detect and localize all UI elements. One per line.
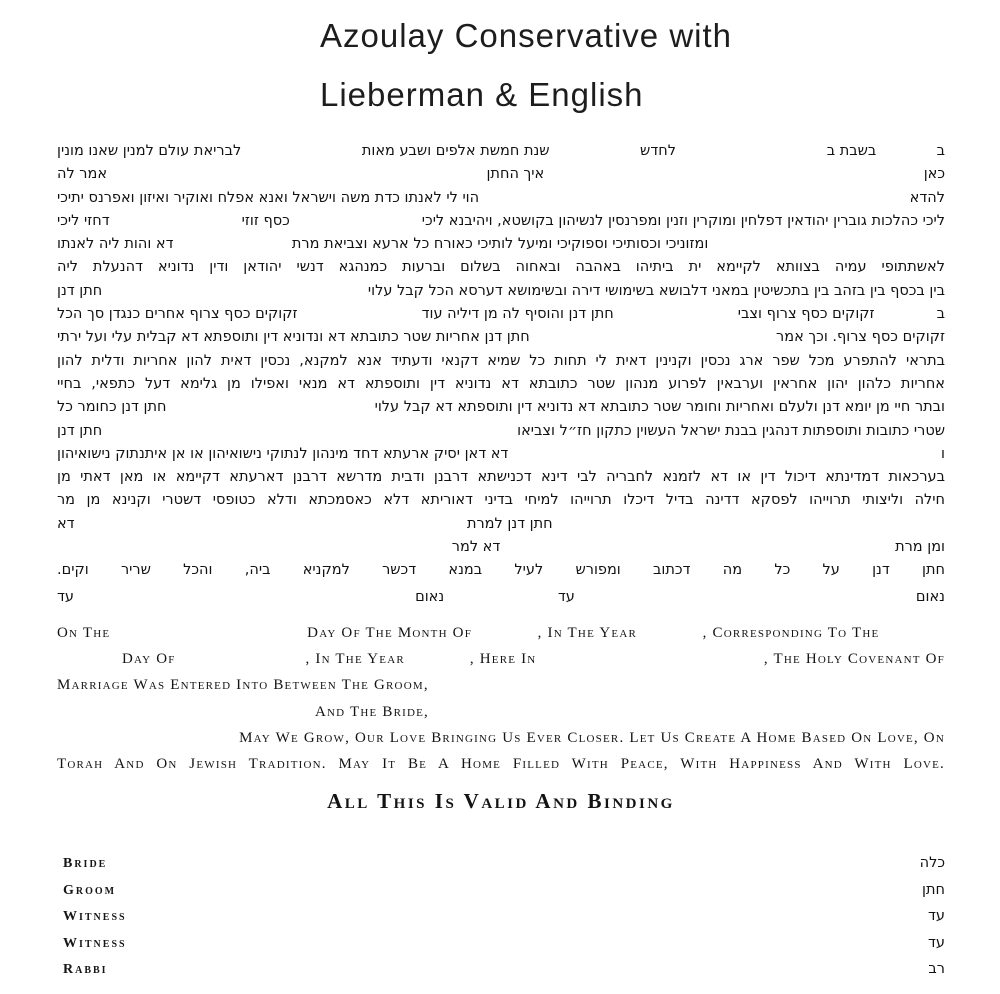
signature-label-hebrew: עד [928,908,945,925]
text-segment: , Here In [469,651,537,668]
text-line [57,672,945,698]
text-segment: Marriage Was Entered Into Between The Groom, [57,677,429,694]
document-title [320,6,945,124]
text-line: לאשתתופי עמיה בצוותא לקיימא ית ביתיהו באהבה ובאחוה בשלום וברעות כמנהגא דנשי יהודאן ודין נדוניא דהנעלת ליה [57,259,945,276]
text-segment: הוי לי לאנתו כדת משה וישראל ואנא אפלח ואוקיר ואיזון ואפרנס יתיכי [57,189,480,206]
text-segment: ומזוניכי וכסותיכי וספוקיכי ומיעל לותיכי כאורח כל ארעא וצביאת מרת [291,236,709,253]
signature-label: Witness [63,909,127,925]
text-segment: כאן [923,166,945,183]
signature-row-bride [57,850,945,877]
text-line: בערכאות דמדינתא דיכול דין או דא לזמנא לחבריה לבי דינא דכנישתא דרבנן ודבית מדרשא דרבנן דארעתא דקיימא או מאן דאתי מן [57,469,945,486]
text-line [57,326,945,349]
text-segment: עד [57,588,74,605]
text-segment: דחזי ליכי [56,212,110,229]
text-segment: ליכי כהלכות גוברין יהודאין דפלחין ומוקרין וזנין ומפרנסין לנשיהון בקושטא, ויהיבנא ליכי [421,212,945,229]
text-segment: נאום [415,588,445,605]
text-segment: May We Grow, Our Love Bringing Us Ever Closer. Let Us Create A Home Based On Love, On [239,729,945,746]
text-segment: חתן דנן כחומר כל [57,399,167,416]
text-segment: חתן דנן [57,422,103,439]
text-line [57,280,945,303]
title-line-1: Azoulay Conservative with [320,17,733,54]
signature-label: Bride [63,856,108,872]
text-segment: ב [936,306,945,323]
text-segment: ובתר חיי מן יומא דנן ולעלם ואחריות וחומר שטר כתובתא דא נדוניא דין ותוספתא דא קבל עלוי [374,399,945,416]
english-text-block [57,620,945,777]
signature-row-groom [57,877,945,904]
text-segment: חתן דנן [57,282,103,299]
text-segment: , The Holy Covenant Of [763,651,945,668]
signature-label-hebrew: כלה [919,855,945,872]
signature-label-hebrew: חתן [922,881,945,898]
text-segment: , Corresponding To The [702,624,880,641]
text-segment: Day Of The Month Of [307,624,473,641]
validity-heading: All This Is Valid And Binding [327,789,675,814]
title-line-2: Lieberman & English [320,76,644,113]
text-line [57,443,945,466]
text-line [57,140,945,163]
text-line [57,536,945,559]
signature-block [57,850,945,983]
text-segment: בשבת ב [826,143,877,159]
text-line [57,586,945,609]
text-segment: חתן דנן אחריות שטר כתובתא דא ונדוניא דין ותוספתא דא קבלית עלי ועל ירתי [57,329,530,346]
text-line: אחריות כלהון יהון אחראין וערבאין לפרוע מנהון שטר כתובתא דא נדוניא דין ותוספתא דא מנאי ואפילו מן גלימא דעל כתפאי, בחיי [57,375,945,392]
text-line [57,420,945,443]
text-line [57,725,945,751]
text-line: Torah And On Jewish Tradition. May It Be A Home Filled With Peace, With Happiness And With Love. [57,755,945,772]
text-segment: כסף זוזי [241,212,290,229]
text-segment: נאום [915,588,945,605]
text-segment: שטרי כתובות ותוספתות דנהגין בבנת ישראל העשוין כתקון חז״ל וצביאו [517,422,945,439]
text-segment: , In The Year [305,651,405,668]
text-segment: דא למר [451,539,501,556]
signature-row-rabbi [57,956,945,983]
text-line [57,646,945,672]
text-segment: לבריאת עולם למנין שאנו מונין [57,143,242,159]
text-line [57,699,945,725]
text-segment: עד [557,588,575,605]
text-segment: Day Of [121,651,176,668]
text-segment: שנת חמשת אלפים ושבע מאות [361,143,550,159]
signature-row-witness [57,930,945,957]
text-segment: לחדש [640,143,676,159]
text-line [57,303,945,326]
text-segment: דא [56,515,75,532]
text-segment: להדא [909,189,945,206]
text-line [57,210,945,233]
signature-label: Rabbi [63,962,108,978]
text-segment: ב [936,143,945,159]
signature-label-hebrew: רב [928,961,945,978]
text-line [57,187,945,210]
text-segment: And The Bride, [315,703,429,720]
text-segment: , In The Year [537,624,638,641]
text-line: בתראי להתפרע מכל שפר ארג נכסין וקנינין דאית לי תחות כל שמיא דקנאי ודעתיד אנא למקנא, נכסין דאית להון אחריות ודלית להון [57,352,945,369]
text-segment: On The [57,624,111,641]
text-segment: איך החתן [486,166,545,183]
text-segment: ו [941,445,945,462]
text-line: חילה וליצותי תרוייהו לפסקא דדינה בדיל דיכלו תרוייהו למיחי בדיני דאוריתא דלא כאסמכתא ודלא כטופסי דשטרי וקנינא מן מר [57,492,945,509]
text-segment: חתן דנן למרת [466,515,553,532]
text-line [57,396,945,419]
hebrew-text-block [57,140,945,609]
text-segment: זקוקים כסף צרוף. וכך אמר [776,329,945,346]
text-segment: חתן דנן והוסיף לה מן דיליה עוד [421,306,614,323]
signature-label: Witness [63,935,127,951]
text-segment: דא דאן יסיק ארעתא דחד מינהון לנתוקי נישואיהון או אן איתנתוק נישואיהון [57,445,509,462]
text-line [57,513,945,536]
text-segment: ומן מרת [895,539,945,556]
signature-label-hebrew: עד [928,934,945,951]
text-line [57,233,945,256]
text-segment: אמר לה [56,166,108,183]
signature-row-witness [57,903,945,930]
text-line [57,620,945,646]
signature-label: Groom [63,882,117,898]
text-segment: זקוקים כסף צרוף אחרים כנגדן סך הכל [57,306,298,323]
text-segment: זקוקים כסף צרוף וצבי [737,306,875,323]
text-line: חתן דנן על כל מה דכתוב ומפורש לעיל במנא דכשר למקניא ביה, והכל שריר וקים. [57,562,945,579]
text-segment: בין בכסף בין בזהב בין בתכשיטין במאני דלבושא בשימושי דירה ובשימושא דערסא הכל קבל עלוי [367,282,945,299]
text-line [57,163,945,186]
text-segment: דא והות ליה לאנתו [57,236,174,253]
